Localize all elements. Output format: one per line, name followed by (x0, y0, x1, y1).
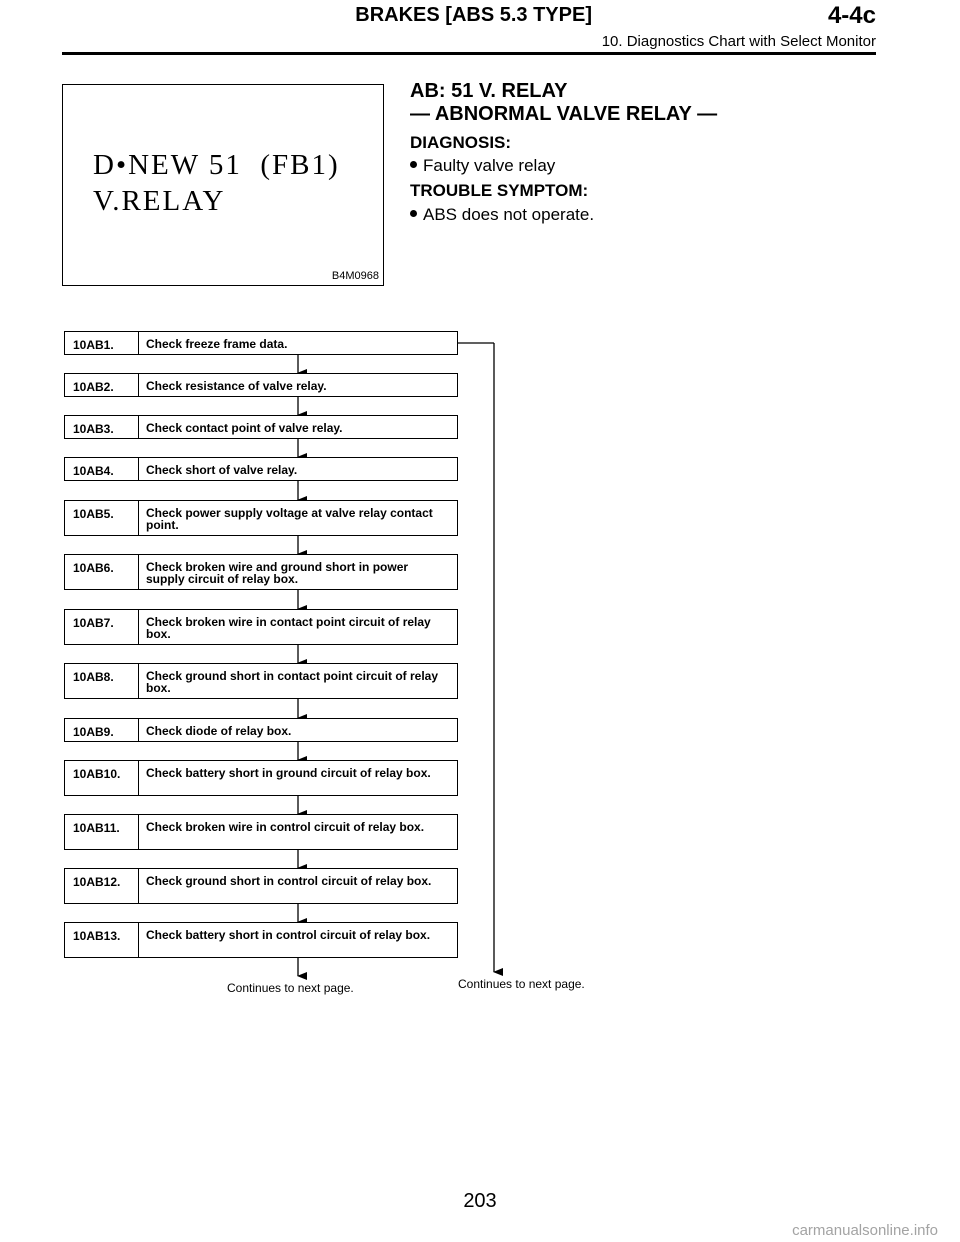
symptom-label: TROUBLE SYMPTOM: (410, 181, 589, 200)
flow-step-10ab3 (64, 415, 458, 439)
flow-step-10ab7 (64, 609, 458, 645)
flow-step-code: 10AB9. (65, 719, 139, 741)
flow-step-text: Check ground short in control circuit of relay box. (146, 874, 432, 888)
flow-step-text: Check power supply voltage at valve relay contact point. (146, 506, 433, 532)
flow-step-10ab5 (64, 500, 458, 536)
flow-step-text: Check broken wire in contact point circuit of relay box. (146, 615, 431, 641)
header-title: BRAKES [ABS 5.3 TYPE] (355, 4, 592, 26)
continue-note-side: Continues to next page. (458, 977, 585, 991)
flow-step-10ab8 (64, 663, 458, 699)
figure-code: B4M0968 (331, 270, 379, 282)
flow-step-code: 10AB1. (65, 332, 139, 354)
display-line-1: D•NEW 51 (FB1) (93, 149, 340, 181)
flow-step-code: 10AB13. (65, 923, 139, 957)
flow-step-text: Check battery short in control circuit of relay box. (146, 928, 431, 942)
flow-step-code: 10AB3. (65, 416, 139, 438)
flow-step-text: Check short of valve relay. (146, 463, 298, 477)
header-subtitle: 10. Diagnostics Chart with Select Monitor (601, 33, 876, 50)
flow-step-10ab13 (64, 922, 458, 958)
display-line-2: V.RELAY (93, 185, 226, 217)
flow-step-10ab11 (64, 814, 458, 850)
flow-step-code: 10AB12. (65, 869, 139, 903)
section-heading: AB: 51 V. RELAY (410, 80, 568, 102)
continue-note-main: Continues to next page. (227, 981, 354, 995)
flow-step-code: 10AB8. (65, 664, 139, 698)
flow-step-10ab10 (64, 760, 458, 796)
flow-step-10ab1 (64, 331, 458, 355)
flow-step-code: 10AB11. (65, 815, 139, 849)
diagnosis-item-text: Faulty valve relay (423, 156, 556, 175)
flow-step-text: Check contact point of valve relay. (146, 421, 343, 435)
flow-step-text: Check broken wire in control circuit of relay box. (146, 820, 425, 834)
symptom-item-text: ABS does not operate. (423, 205, 595, 224)
flow-step-10ab6 (64, 554, 458, 590)
page-number: 203 (463, 1190, 497, 1212)
flow-step-text: Check broken wire and ground short in power supply circuit of relay box. (146, 560, 409, 586)
flow-step-10ab9 (64, 718, 458, 742)
flow-step-text: Check ground short in contact point circuit of relay box. (146, 669, 439, 695)
flow-step-10ab12 (64, 868, 458, 904)
flow-step-code: 10AB6. (65, 555, 139, 589)
flow-step-code: 10AB5. (65, 501, 139, 535)
header-section-number: 4-4c (827, 2, 876, 29)
diagnosis-label: DIAGNOSIS: (410, 133, 512, 152)
flow-step-code: 10AB2. (65, 374, 139, 396)
flow-step-10ab4 (64, 457, 458, 481)
flow-step-code: 10AB10. (65, 761, 139, 795)
watermark: carmanualsonline.info (792, 1222, 938, 1239)
flow-step-text: Check resistance of valve relay. (146, 379, 327, 393)
flow-step-text: Check battery short in ground circuit of relay box. (146, 766, 431, 780)
flow-step-text: Check diode of relay box. (146, 724, 292, 738)
section-subheading: — ABNORMAL VALVE RELAY — (410, 103, 718, 125)
flow-step-text: Check freeze frame data. (146, 337, 288, 351)
flow-step-10ab2 (64, 373, 458, 397)
flow-step-code: 10AB7. (65, 610, 139, 644)
flow-step-code: 10AB4. (65, 458, 139, 480)
